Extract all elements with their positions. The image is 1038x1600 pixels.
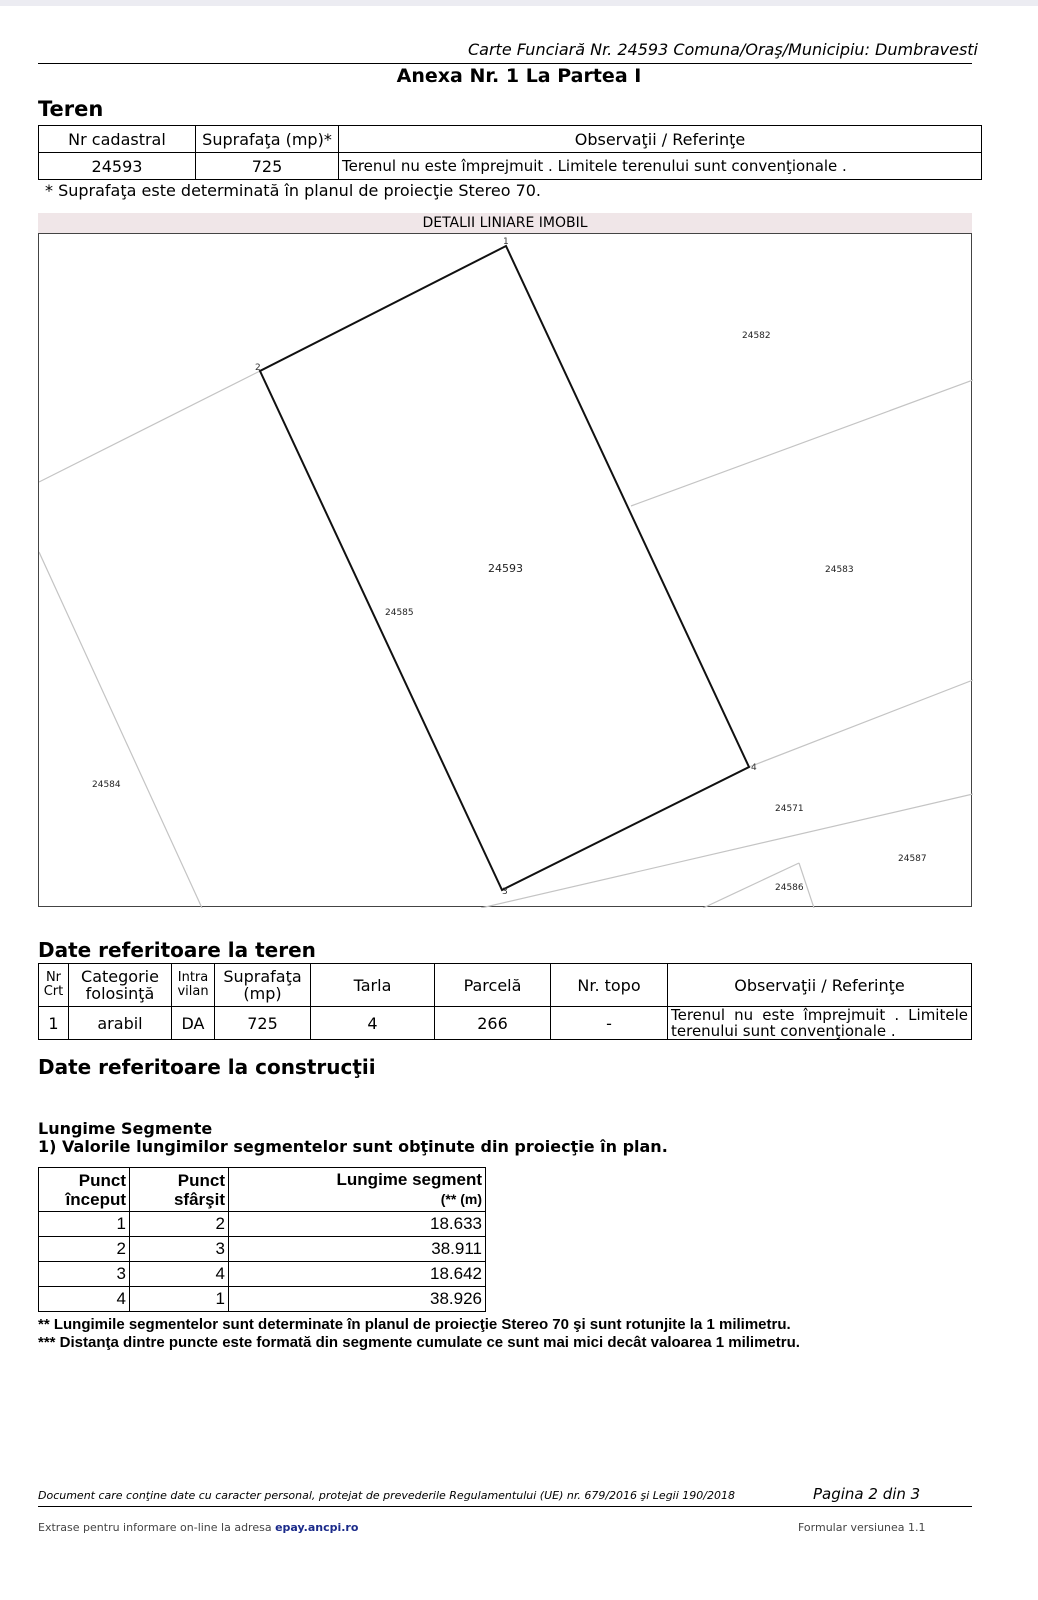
cell-tarla: 4 [311, 1007, 435, 1040]
col-suprafata-mp: Suprafaţa (mp) [215, 964, 311, 1007]
col-suprafata: Suprafaţa (mp)* [196, 126, 339, 153]
date-teren-table [38, 963, 972, 1040]
cell-start: 1 [39, 1212, 130, 1237]
gdpr-disclaimer: Document care conţine date cu caracter personal, protejat de prevederile Regulamentului (UE) nr. 679/2016 şi Legii 190/2018 [38, 1489, 735, 1502]
parcel-label-24582: 24582 [742, 331, 771, 341]
col-tarla: Tarla [311, 964, 435, 1007]
cell-nr-topo: - [551, 1007, 668, 1040]
parcel-label-24584: 24584 [92, 780, 121, 790]
cell-length: 38.911 [229, 1237, 486, 1262]
header-divider [38, 63, 972, 64]
parcel-label-24587: 24587 [898, 854, 927, 864]
date-teren-title: Date referitoare la teren [38, 938, 316, 962]
cell-parcela: 266 [435, 1007, 551, 1040]
col-observatii-teren: Observaţii / Referinţe [668, 964, 972, 1007]
teren-table [38, 125, 982, 180]
cell-observatii-teren: Terenul nu este împrejmuit . Limitele terenului sunt convenţionale . [668, 1007, 972, 1040]
cell-end: 2 [130, 1212, 229, 1237]
cell-start: 2 [39, 1237, 130, 1262]
cell-length: 18.642 [229, 1262, 486, 1287]
footer-divider [38, 1506, 972, 1507]
table-row [39, 1237, 486, 1262]
top-strip [0, 0, 1038, 6]
col-lungime-segment [229, 1168, 486, 1212]
table-row [39, 1007, 972, 1040]
parcel-label-24593: 24593 [488, 562, 523, 575]
date-constructii-title: Date referitoare la construcţii [38, 1055, 376, 1079]
point-label-3: 3 [502, 887, 508, 897]
segment-note-2: ** Lungimile segmentelor sunt determinate în planul de proiecţie Stereo 70 şi sunt rotunjite la 1 milimetru. [38, 1316, 791, 1333]
date-teren-header [39, 964, 972, 1007]
form-version: Formular versiunea 1.1 [798, 1521, 926, 1534]
lungime-segmente-title: Lungime Segmente [38, 1119, 213, 1138]
cell-suprafata: 725 [196, 153, 339, 180]
cell-start: 3 [39, 1262, 130, 1287]
cell-end: 1 [130, 1287, 229, 1312]
parcel-label-24585: 24585 [385, 608, 414, 618]
cell-end: 4 [130, 1262, 229, 1287]
cell-start: 4 [39, 1287, 130, 1312]
segmente-table [38, 1167, 486, 1312]
teren-section-title: Teren [38, 97, 104, 121]
segment-note-3: *** Distanţa dintre puncte este formată din segmente cumulate ce sunt mai mici decât valoarea 1 milimetru. [38, 1334, 800, 1351]
cell-categorie: arabil [69, 1007, 172, 1040]
cell-length: 38.926 [229, 1287, 486, 1312]
carte-funciara-title: Carte Funciară Nr. 24593 Comuna/Oraş/Municipiu: Dumbravesti [467, 40, 978, 59]
cell-nr-crt: 1 [39, 1007, 69, 1040]
cell-intravilan: DA [172, 1007, 215, 1040]
lungime-segment-label: Lungime segment [336, 1170, 482, 1189]
cell-observatii: Terenul nu este împrejmuit . Limitele terenului sunt convenţionale . [339, 153, 982, 180]
col-nr-crt: Nr Crt [39, 964, 69, 1007]
cell-suprafata-mp: 725 [215, 1007, 311, 1040]
parcel-label-24583: 24583 [825, 565, 854, 575]
cell-length: 18.633 [229, 1212, 486, 1237]
col-parcela: Parcelă [435, 964, 551, 1007]
teren-table-header [39, 126, 982, 153]
point-label-2: 2 [255, 363, 261, 373]
col-nr-cadastral: Nr cadastral [39, 126, 196, 153]
col-intravilan: Intra vilan [172, 964, 215, 1007]
parcel-plan [38, 233, 972, 907]
extras-info [38, 1521, 358, 1534]
parcel-label-24586: 24586 [775, 883, 804, 893]
parcel-plan-drawing [39, 234, 973, 908]
extras-prefix: Extrase pentru informare on-line la adresa [38, 1521, 272, 1534]
table-row [39, 153, 982, 180]
col-punct-sfarsit: Punct sfârşit [130, 1168, 229, 1212]
col-observatii: Observaţii / Referinţe [339, 126, 982, 153]
page-number: Pagina 2 din 3 [813, 1485, 921, 1503]
cell-end: 3 [130, 1237, 229, 1262]
table-row [39, 1262, 486, 1287]
anexa-title: Anexa Nr. 1 La Partea I [396, 65, 642, 87]
cell-nr-cadastral: 24593 [39, 153, 196, 180]
detalii-liniare-header: DETALII LINIARE IMOBIL [38, 213, 972, 233]
suprafata-note: * Suprafaţa este determinată în planul de proiecţie Stereo 70. [45, 181, 542, 200]
col-categorie: Categorie folosinţă [69, 964, 172, 1007]
lungime-unit: (** (m) [440, 1191, 482, 1207]
col-nr-topo: Nr. topo [551, 964, 668, 1007]
col-punct-inceput: Punct început [39, 1168, 130, 1212]
point-label-1: 1 [503, 237, 509, 247]
lungime-segmente-subtitle: 1) Valorile lungimilor segmentelor sunt obţinute din proiecţie în plan. [38, 1137, 668, 1156]
table-row [39, 1287, 486, 1312]
table-row [39, 1212, 486, 1237]
epay-link[interactable]: epay.ancpi.ro [275, 1521, 359, 1534]
segmente-header [39, 1168, 486, 1212]
point-label-4: 4 [751, 763, 757, 773]
neighbour-boundaries [39, 371, 973, 908]
parcel-label-24571: 24571 [775, 804, 804, 814]
